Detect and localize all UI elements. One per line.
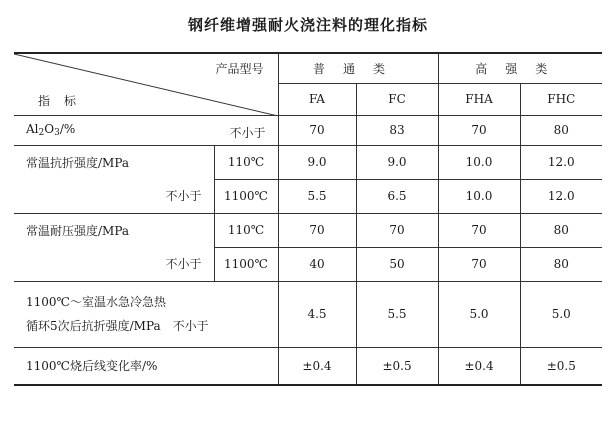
- table-cell: 5.0: [438, 281, 520, 347]
- row-linear-change: [14, 347, 602, 385]
- table-cell: 70: [438, 213, 520, 247]
- thermal-shock-line1: 1100℃～室温水急冷急热: [26, 295, 166, 309]
- table-cell: 70: [356, 213, 438, 247]
- table-cell: 12.0: [520, 179, 602, 213]
- table-cell: 4.5: [278, 281, 356, 347]
- table-cell: 10.0: [438, 145, 520, 179]
- flexural-temp-110: 110℃: [214, 145, 278, 179]
- table-cell: ±0.4: [278, 347, 356, 385]
- table-cell: 12.0: [520, 145, 602, 179]
- table-cell: 9.0: [356, 145, 438, 179]
- thermal-shock-line2: 循环5次后抗折强度/MPa 不小于: [26, 319, 209, 333]
- row-al2o3: [14, 115, 602, 145]
- table-title: 钢纤维增强耐火浇注料的理化指标: [187, 16, 428, 34]
- row-compressive-110: [14, 213, 602, 247]
- row-flexural-110: [14, 145, 602, 179]
- model-fhc: FHC: [520, 83, 602, 115]
- compressive-label: 常温耐压强度/MPa: [26, 223, 130, 238]
- header-row-groups: [14, 53, 602, 83]
- diagonal-header-cell: [14, 53, 278, 115]
- table-cell: 70: [438, 247, 520, 281]
- table-cell: 6.5: [356, 179, 438, 213]
- compressive-qualifier: 不小于: [14, 247, 214, 281]
- table-cell: 80: [520, 247, 602, 281]
- compressive-temp-1100: 1100℃: [214, 247, 278, 281]
- flexural-label: 常温抗折强度/MPa: [26, 155, 130, 170]
- table-cell: 9.0: [278, 145, 356, 179]
- row-thermal-shock: [14, 281, 602, 347]
- table-cell: ±0.5: [356, 347, 438, 385]
- properties-table: [14, 52, 602, 386]
- table-cell: 5.5: [356, 281, 438, 347]
- table-cell: 5.5: [278, 179, 356, 213]
- table-cell: 50: [356, 247, 438, 281]
- row-compressive-1100: [14, 247, 602, 281]
- thermal-shock-label: [14, 281, 278, 347]
- al2o3-label-cell: [14, 115, 278, 145]
- row-flexural-1100: [14, 179, 602, 213]
- al2o3-label: $Al_2O_3/\%$: [26, 122, 76, 138]
- table-cell: 40: [278, 247, 356, 281]
- model-fa: FA: [278, 83, 356, 115]
- table-cell: 70: [278, 213, 356, 247]
- table-cell: 10.0: [438, 179, 520, 213]
- group-high-strength: 高强类: [438, 53, 602, 83]
- table-cell: 5.0: [520, 281, 602, 347]
- corner-label-model: 产品型号: [215, 62, 264, 76]
- corner-label-index: 指标: [38, 93, 91, 108]
- table-cell: 80: [520, 213, 602, 247]
- table-cell: 70: [278, 115, 356, 145]
- table-cell: ±0.5: [520, 347, 602, 385]
- model-fha: FHA: [438, 83, 520, 115]
- table-cell: 70: [438, 115, 520, 145]
- group-normal: 普通类: [278, 53, 438, 83]
- linear-change-label: 1100℃烧后线变化率/%: [14, 347, 278, 385]
- flexural-temp-1100: 1100℃: [214, 179, 278, 213]
- model-fc: FC: [356, 83, 438, 115]
- al2o3-qualifier: 不小于: [229, 125, 266, 140]
- table-cell: ±0.4: [438, 347, 520, 385]
- compressive-temp-110: 110℃: [214, 213, 278, 247]
- table-cell: 83: [356, 115, 438, 145]
- table-cell: 80: [520, 115, 602, 145]
- flexural-qualifier: 不小于: [14, 179, 214, 213]
